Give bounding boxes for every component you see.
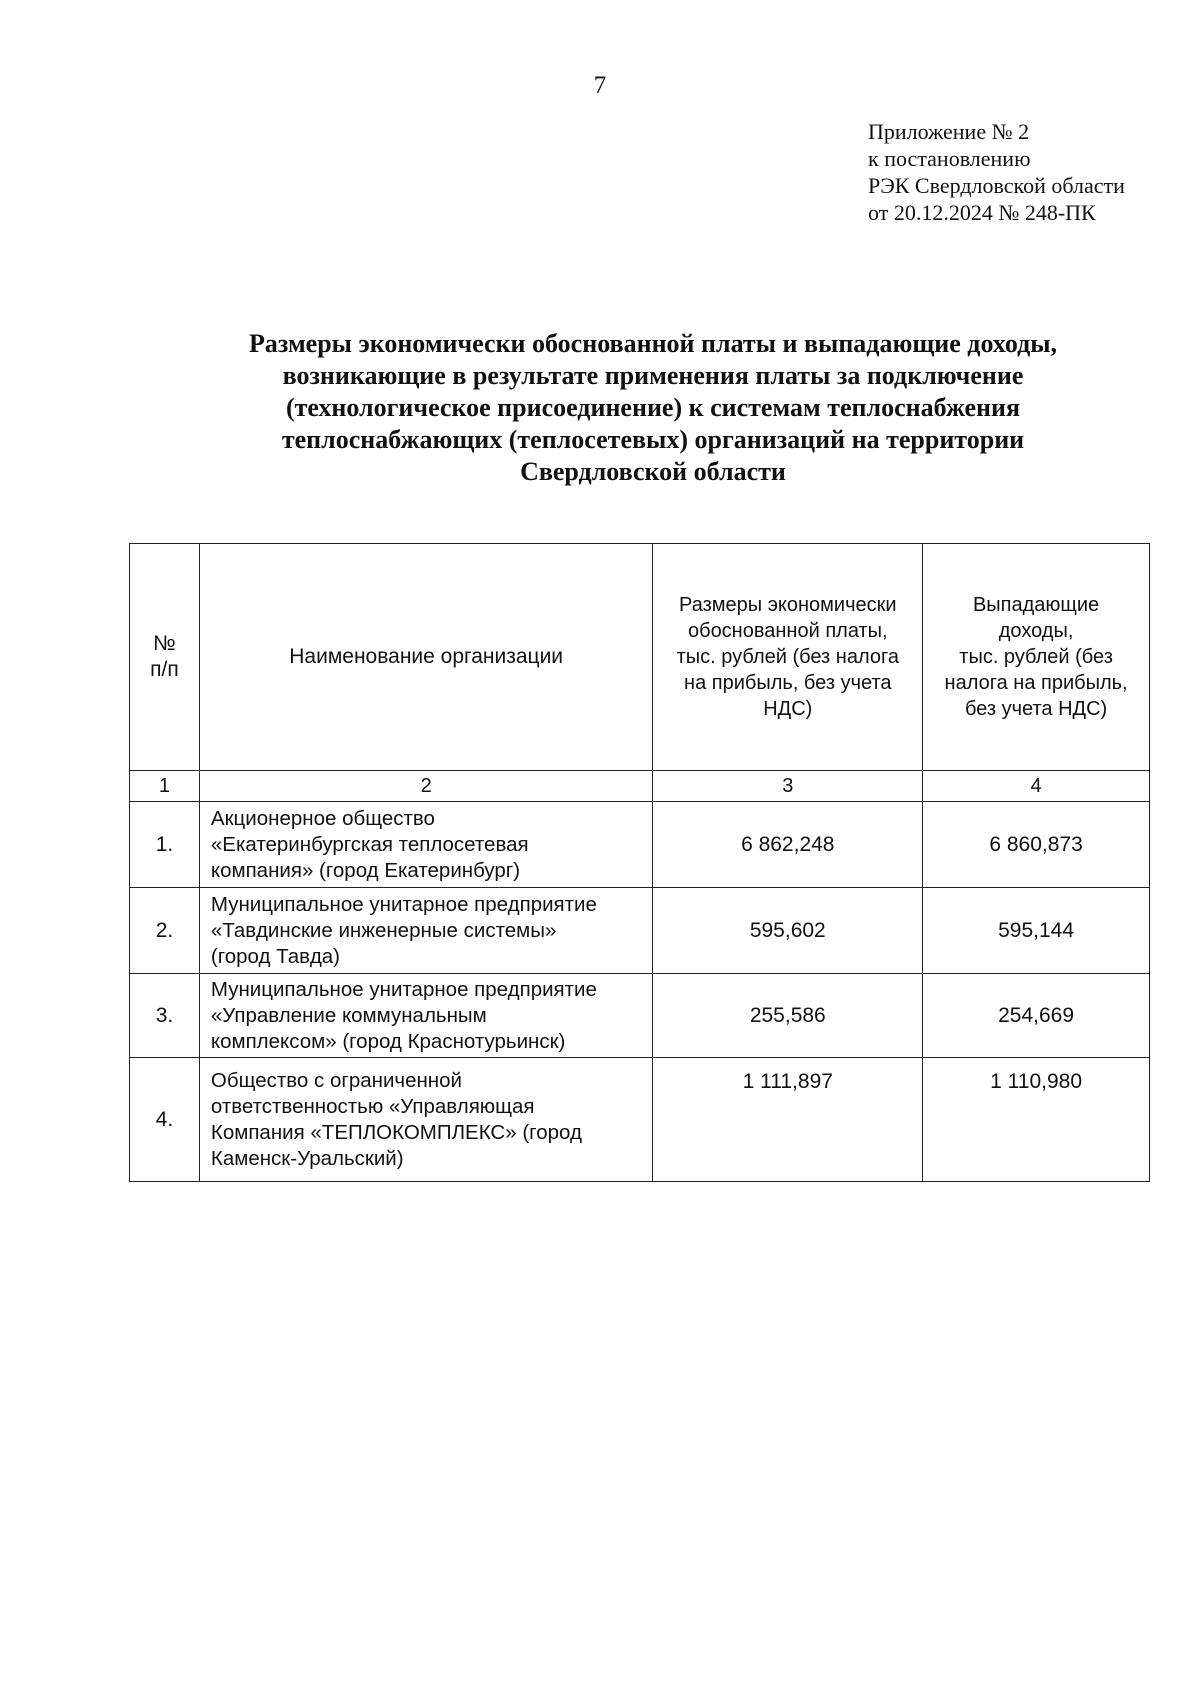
row-number: 4. xyxy=(130,1058,200,1182)
document-title xyxy=(130,328,1176,488)
appendix-line: Приложение № 2 xyxy=(868,119,1030,144)
column-number: 1 xyxy=(130,771,200,802)
lost-income-value: 1 110,980 xyxy=(923,1058,1150,1182)
name-line: «Екатеринбургская теплосетевая xyxy=(210,832,529,856)
column-number-row xyxy=(130,771,1150,802)
payment-value: 1 111,897 xyxy=(653,1058,923,1182)
table-row xyxy=(130,802,1150,888)
appendix-line: от 20.12.2024 № 248-ПК xyxy=(868,200,1096,225)
name-line: «Управление коммунальным xyxy=(210,1003,487,1027)
lost-income-value: 254,669 xyxy=(923,974,1150,1058)
header-text: Наименование организации xyxy=(289,645,564,668)
lost-income-value: 6 860,873 xyxy=(923,802,1150,888)
header-text: обоснованной платы, xyxy=(687,620,888,642)
appendix-line: к постановлению xyxy=(868,146,1031,171)
appendix-reference xyxy=(868,118,1125,226)
table-row xyxy=(130,974,1150,1058)
header-text: на прибыль, без учета xyxy=(684,672,892,694)
payment-value: 6 862,248 xyxy=(653,802,923,888)
header-text: тыс. рублей (без xyxy=(959,646,1113,668)
name-line: комплексом» (город Краснотурьинск) xyxy=(210,1029,566,1053)
header-lost-income xyxy=(923,544,1150,771)
header-organization-name xyxy=(199,544,653,771)
name-line: Компания «ТЕПЛОКОМПЛЕКС» (город xyxy=(210,1120,582,1144)
title-line: Размеры экономически обоснованной платы и выпадающие доходы, xyxy=(248,329,1058,358)
name-line: Каменск-Уральский) xyxy=(210,1146,404,1170)
name-line: ответственностью «Управляющая xyxy=(210,1094,535,1118)
name-line: компания» (город Екатеринбург) xyxy=(210,858,521,882)
header-number xyxy=(130,544,200,771)
table-row xyxy=(130,1058,1150,1182)
name-line: «Тавдинские инженерные системы» xyxy=(210,918,557,942)
organization-name xyxy=(199,1058,653,1182)
title-line: (технологическое присоединение) к системам теплоснабжения xyxy=(285,393,1021,422)
header-text: НДС) xyxy=(763,698,813,720)
header-text: налога на прибыль, xyxy=(944,672,1128,694)
name-line: Муниципальное унитарное предприятие xyxy=(210,977,597,1001)
column-number: 3 xyxy=(653,771,923,802)
row-number: 2. xyxy=(130,888,200,974)
header-text: Выпадающие xyxy=(972,594,1100,616)
name-line: Общество с ограниченной xyxy=(210,1068,462,1092)
organization-name xyxy=(199,802,653,888)
header-payment xyxy=(653,544,923,771)
page-number: 7 xyxy=(593,72,607,99)
header-text: доходы, xyxy=(998,620,1074,642)
organization-name xyxy=(199,974,653,1058)
header-text: тыс. рублей (без налога xyxy=(676,646,899,668)
header-text: п/п xyxy=(150,658,179,681)
row-number: 1. xyxy=(130,802,200,888)
table-header-row xyxy=(130,544,1150,771)
title-line: теплоснабжающих (теплосетевых) организаций на территории xyxy=(281,425,1025,454)
name-line: Акционерное общество xyxy=(210,806,435,830)
header-text: без учета НДС) xyxy=(964,698,1108,720)
appendix-line: РЭК Свердловской области xyxy=(868,173,1125,198)
header-text: Размеры экономически xyxy=(679,594,897,616)
title-line: возникающие в результате применения платы за подключение xyxy=(282,361,1024,390)
name-line: (город Тавда) xyxy=(210,944,341,968)
lost-income-value: 595,144 xyxy=(923,888,1150,974)
organization-name xyxy=(199,888,653,974)
title-line: Свердловской области xyxy=(520,457,786,486)
name-line: Муниципальное унитарное предприятие xyxy=(210,892,597,916)
column-number: 4 xyxy=(923,771,1150,802)
column-number: 2 xyxy=(199,771,653,802)
payment-value: 595,602 xyxy=(653,888,923,974)
row-number: 3. xyxy=(130,974,200,1058)
header-text: № xyxy=(153,632,176,655)
table-row xyxy=(130,888,1150,974)
payment-value: 255,586 xyxy=(653,974,923,1058)
organizations-table xyxy=(129,543,1150,1182)
